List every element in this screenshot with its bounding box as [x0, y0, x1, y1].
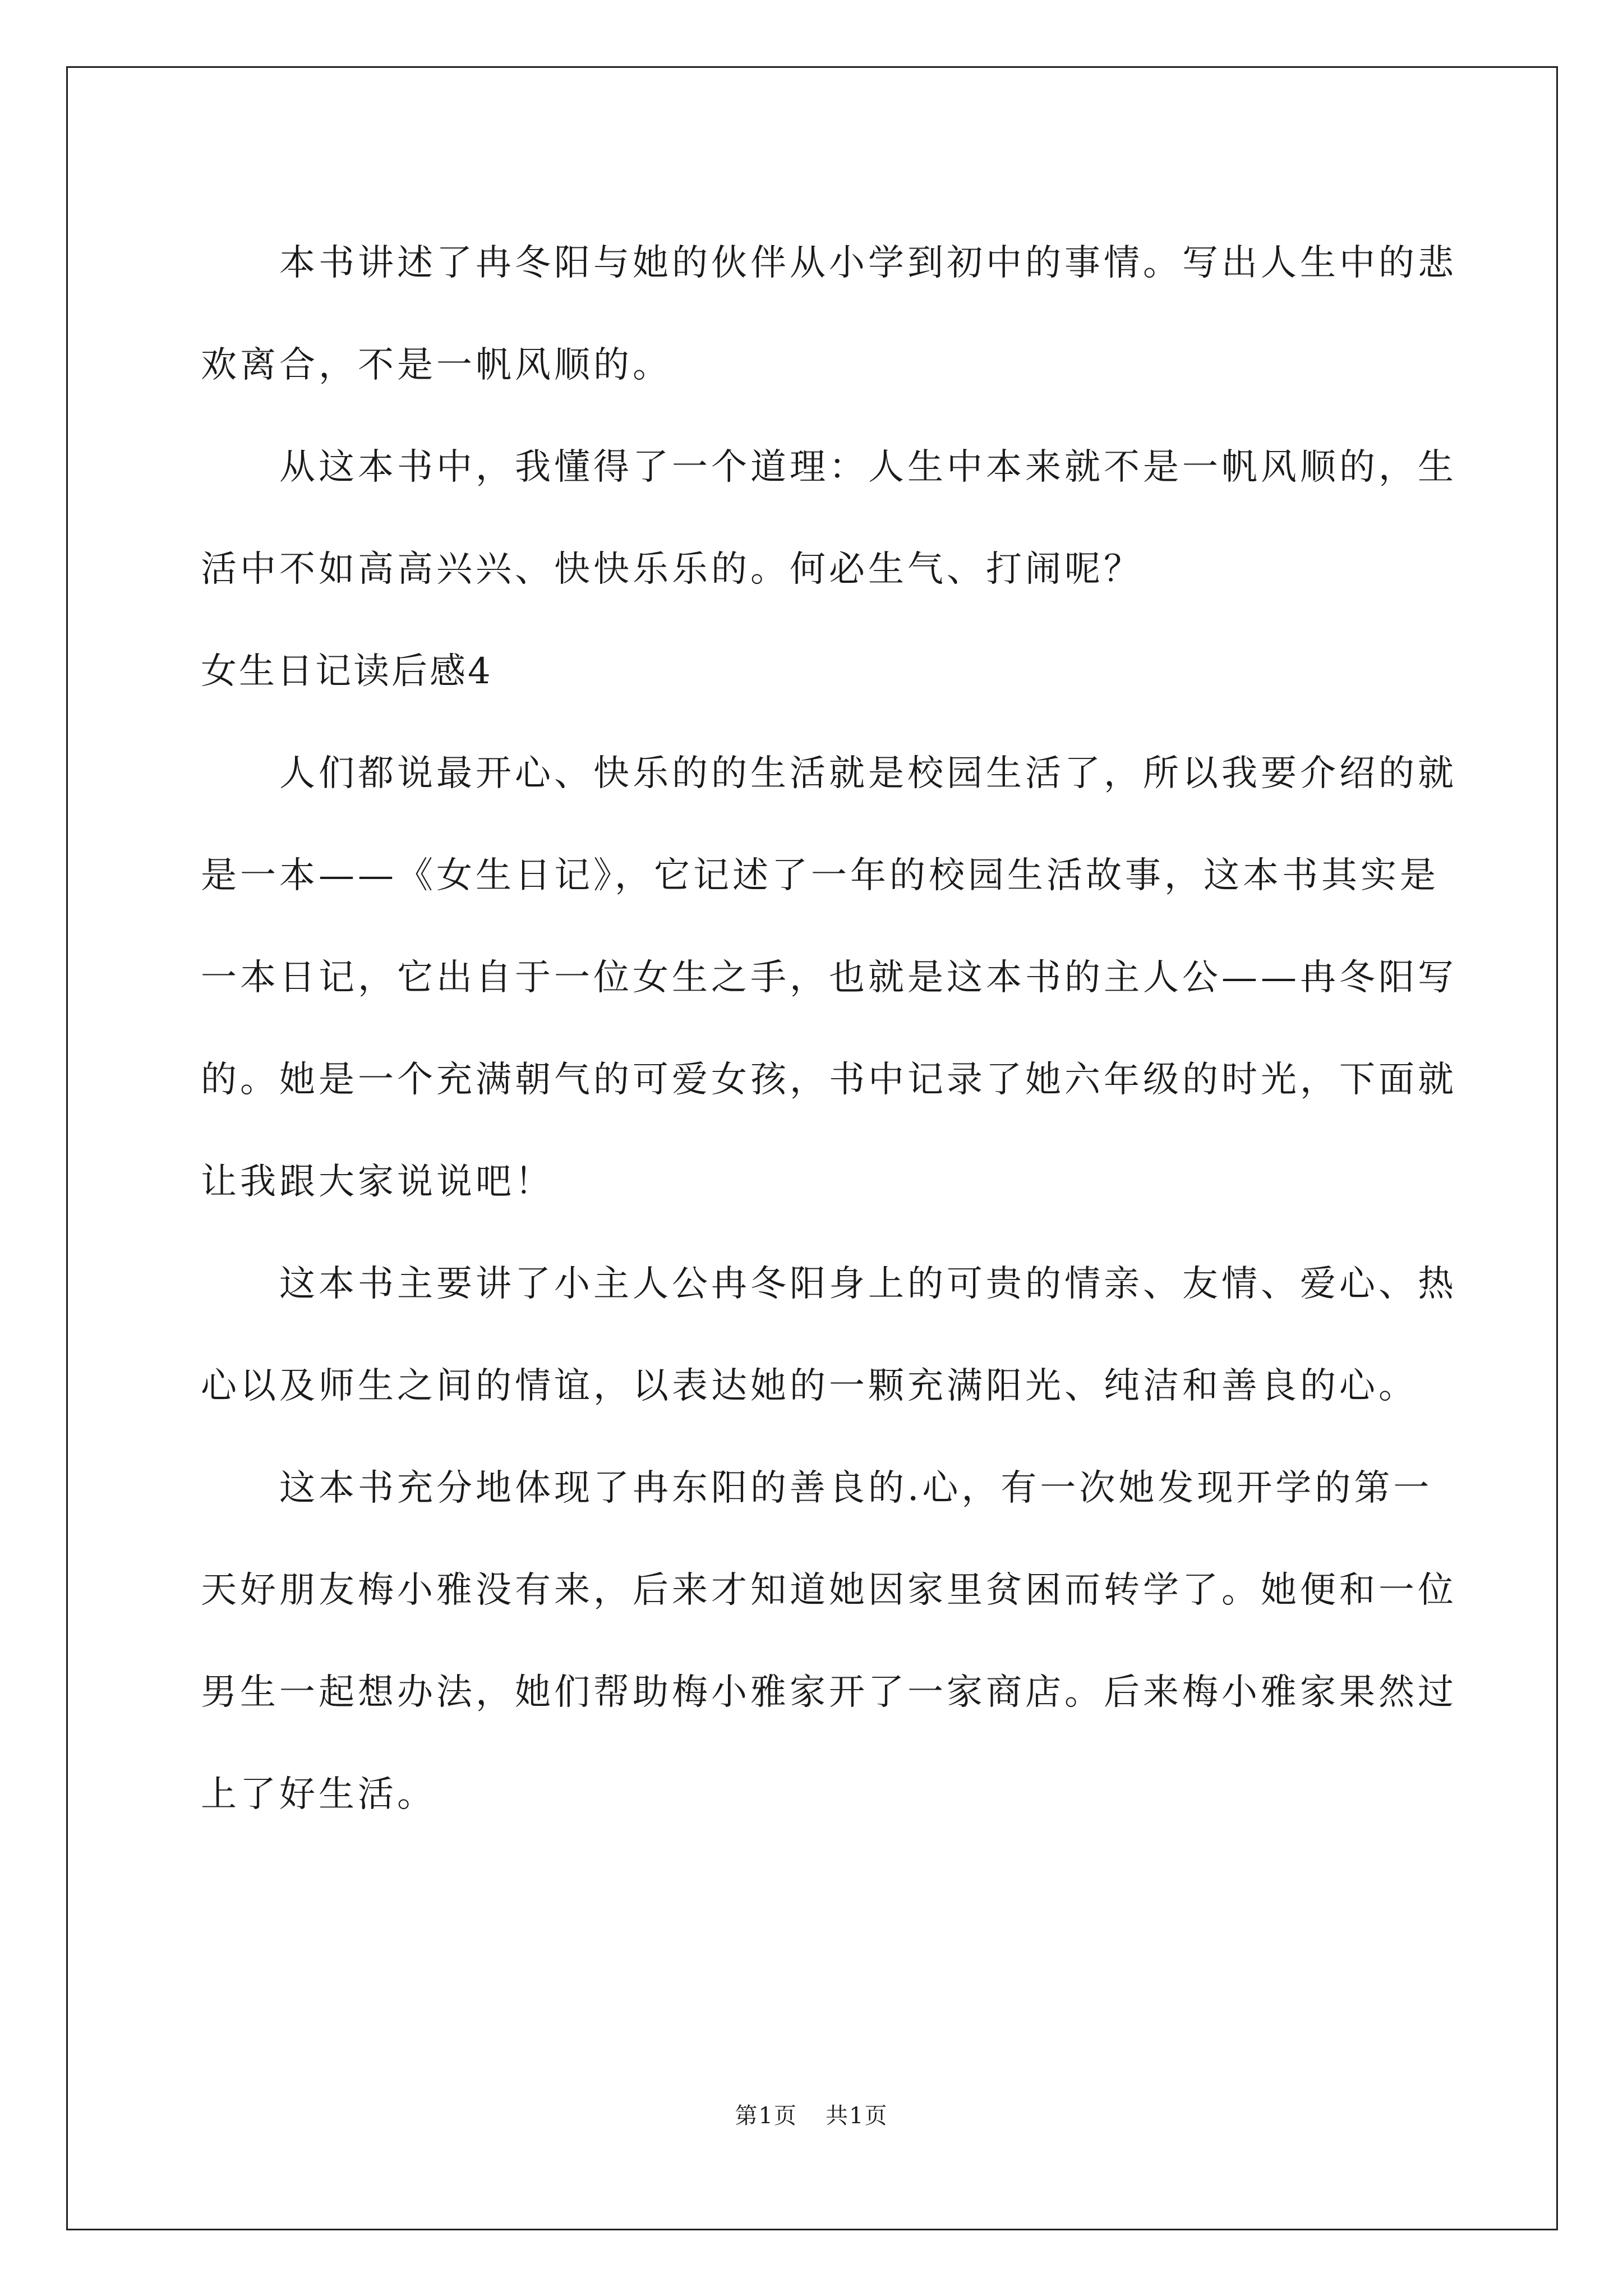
paragraph-1: 本书讲述了冉冬阳与她的伙伴从小学到初中的事情。写出人生中的悲欢离合，不是一帆风顺的。	[201, 242, 1457, 386]
section-heading: 女生日记读后感4	[201, 651, 493, 692]
document-body	[201, 212, 1457, 1846]
paragraph-2: 从这本书中，我懂得了一个道理：人生中本来就不是一帆风顺的，生活中不如高高兴兴、快快乐乐的。何必生气、打闹呢？	[201, 447, 1457, 590]
paragraph-3: 人们都说最开心、快乐的的生活就是校园生活了，所以我要介绍的就是一本——《女生日记》，它记述了一年的校园生活故事，这本书其实是一本日记，它出自于一位女生之手，也就是这本书的主人公——冉冬阳写的。她是一个充满朝气的可爱女孩，书中记录了她六年级的时光，下面就让我跟大家说说吧！	[201, 753, 1457, 1203]
page-total: 共1页	[826, 2103, 888, 2129]
paragraph-5: 这本书充分地体现了冉东阳的善良的.心，有一次她发现开学的第一天好朋友梅小雅没有来，后来才知道她因家里贫困而转学了。她便和一位男生一起想办法，她们帮助梅小雅家开了一家商店。后来梅小雅家果然过上了好生活。	[201, 1467, 1457, 1815]
page-number: 第1页	[735, 2103, 797, 2129]
paragraph-4: 这本书主要讲了小主人公冉冬阳身上的可贵的情亲、友情、爱心、热心以及师生之间的情谊，以表达她的一颗充满阳光、纯洁和善良的心。	[201, 1263, 1457, 1407]
page-footer	[0, 2098, 1623, 2130]
